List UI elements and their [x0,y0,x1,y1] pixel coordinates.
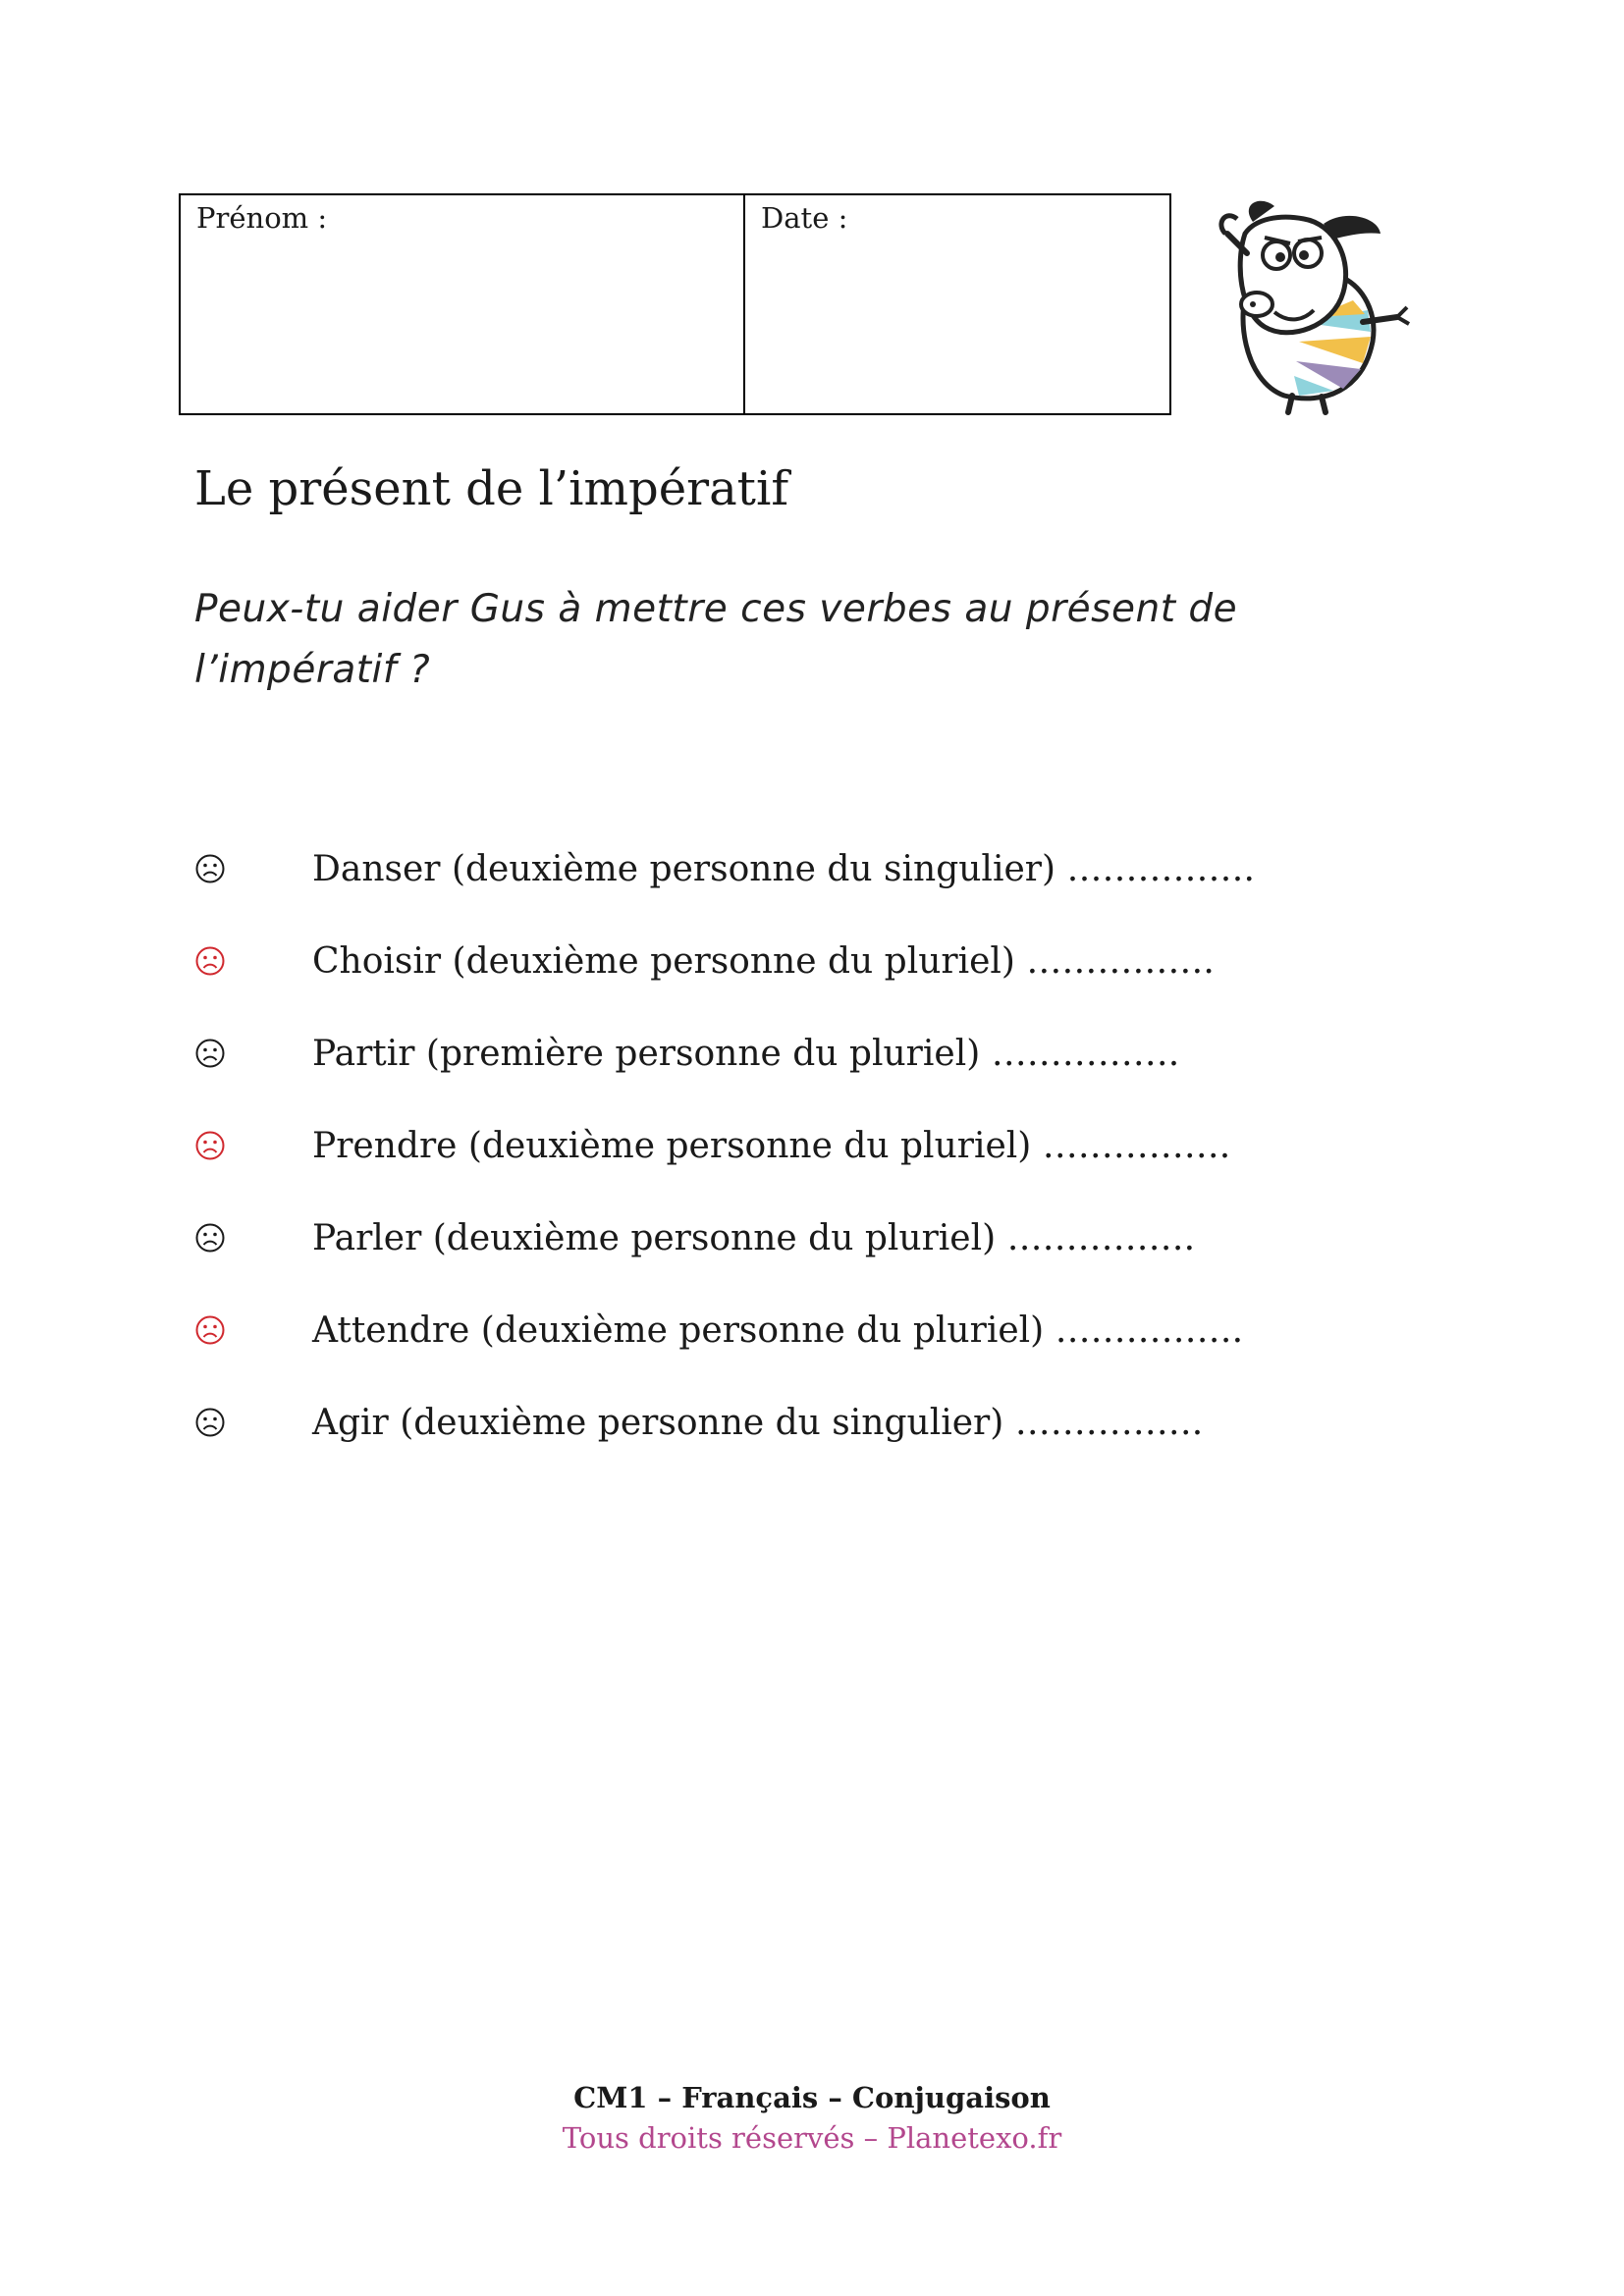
instruction-text: Peux-tu aider Gus à mettre ces verbes au présent de l’impératif ? [194,587,1238,692]
exercise-text: Attendre (deuxième personne du pluriel) ……………. [312,1309,1244,1351]
page-title: Le présent de l’impératif [194,461,789,516]
date-label: Date : [761,201,848,235]
sad-face-icon [194,1130,226,1161]
student-info-box [179,193,1171,415]
exercise-text: Parler (deuxième personne du pluriel) ……………. [312,1217,1196,1258]
exercise-item [194,1284,1471,1376]
date-field[interactable] [745,195,1169,413]
sad-face-icon [194,853,226,884]
sad-face-icon [194,1222,226,1254]
footer-subject: CM1 – Français – Conjugaison [573,2081,1051,2114]
name-field[interactable] [181,195,745,413]
exercise-item [194,1376,1471,1468]
sad-face-icon [194,1407,226,1438]
exercise-item [194,915,1471,1007]
sad-face-icon [194,1314,226,1346]
exercise-text: Partir (première personne du pluriel) ……………. [312,1033,1180,1074]
exercise-text: Choisir (deuxième personne du pluriel) ……………. [312,940,1215,982]
exercise-text: Prendre (deuxième personne du pluriel) ……………. [312,1125,1231,1166]
sad-face-icon [194,1038,226,1069]
exercise-item [194,1192,1471,1284]
exercise-item [194,1099,1471,1192]
exercise-text: Agir (deuxième personne du singulier) ……………. [312,1402,1204,1443]
exercise-item [194,1007,1471,1099]
footer-copyright: Tous droits réservés – Planetexo.fr [562,2121,1062,2155]
name-label: Prénom : [196,201,328,235]
sad-face-icon [194,945,226,977]
exercise-item [194,823,1471,915]
exercise-text: Danser (deuxième personne du singulier) ……………. [312,848,1255,889]
gus-sheep-mascot-icon [1206,194,1412,415]
exercise-list [194,823,1471,1468]
